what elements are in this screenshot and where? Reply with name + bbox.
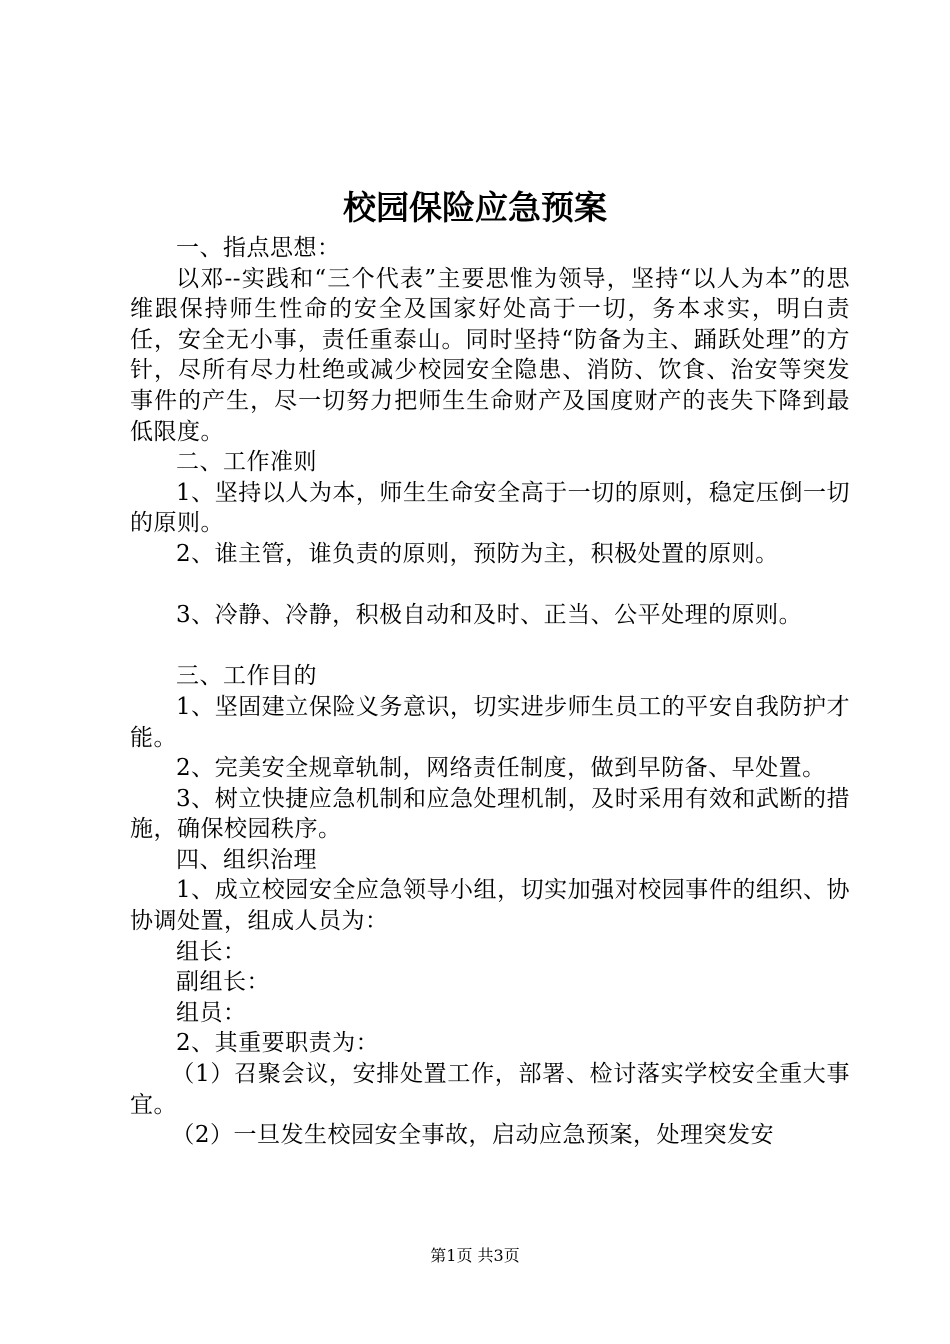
paragraph: 3、树立快捷应急机制和应急处理机制，及时采用有效和武断的措施，确保校园秩序。 <box>130 785 850 843</box>
blank-line <box>130 570 850 601</box>
paragraph: 1、成立校园安全应急领导小组，切实加强对校园事件的组织、协协调处置，组成人员为： <box>130 877 850 935</box>
paragraph: （2）一旦发生校园安全事故，启动应急预案，处理突发安 <box>171 1122 775 1149</box>
page-footer: 第1页 共3页 <box>430 1246 520 1265</box>
document-title: 校园保险应急预案 <box>343 188 607 227</box>
blank-line <box>130 631 850 662</box>
paragraph: （1）召聚会议，安排处置工作，部署、检讨落实学校安全重大事宜。 <box>130 1061 850 1118</box>
paragraph: 2、谁主管，谁负责的原则，预防为主，积极处置的原则。 <box>176 540 779 567</box>
section-heading: 三、工作目的 <box>176 663 317 690</box>
section-heading: 一、指点思想： <box>176 235 341 261</box>
section-heading: 四、组织治理 <box>176 846 317 873</box>
document-body <box>130 233 850 1151</box>
paragraph: 2、其重要职责为： <box>176 1030 380 1057</box>
paragraph: 1、坚持以人为本，师生生命安全高于一切的原则，稳定压倒一切的原则。 <box>130 479 850 537</box>
paragraph: 1、坚固建立保险义务意识，切实进步师生员工的平安自我防护才能。 <box>130 693 850 751</box>
paragraph: 以邓--实践和“三个代表”主要思惟为领导，坚持“以人为本”的思维跟保持师生性命的安全及国家好处高于一切，务本求实，明白责任，安全无小事，责任重泰山。同时坚持“防备为主、踊跃处理”的方针，尽所有尽力杜绝或减少校园安全隐患、消防、饮食、治安等突发事件的产生，尽一切努力把师生生命财产及国度财产的丧失下降到最低限度。 <box>130 265 850 445</box>
paragraph: 3、冷静、冷静，积极自动和及时、正当、公平处理的原则。 <box>176 602 803 629</box>
paragraph: 组长： <box>176 938 247 965</box>
paragraph: 2、完美安全规章轨制，网络责任制度，做到早防备、早处置。 <box>176 755 826 782</box>
paragraph: 组员： <box>176 999 247 1026</box>
section-heading: 二、工作准则 <box>176 449 317 476</box>
paragraph: 副组长： <box>176 969 270 996</box>
